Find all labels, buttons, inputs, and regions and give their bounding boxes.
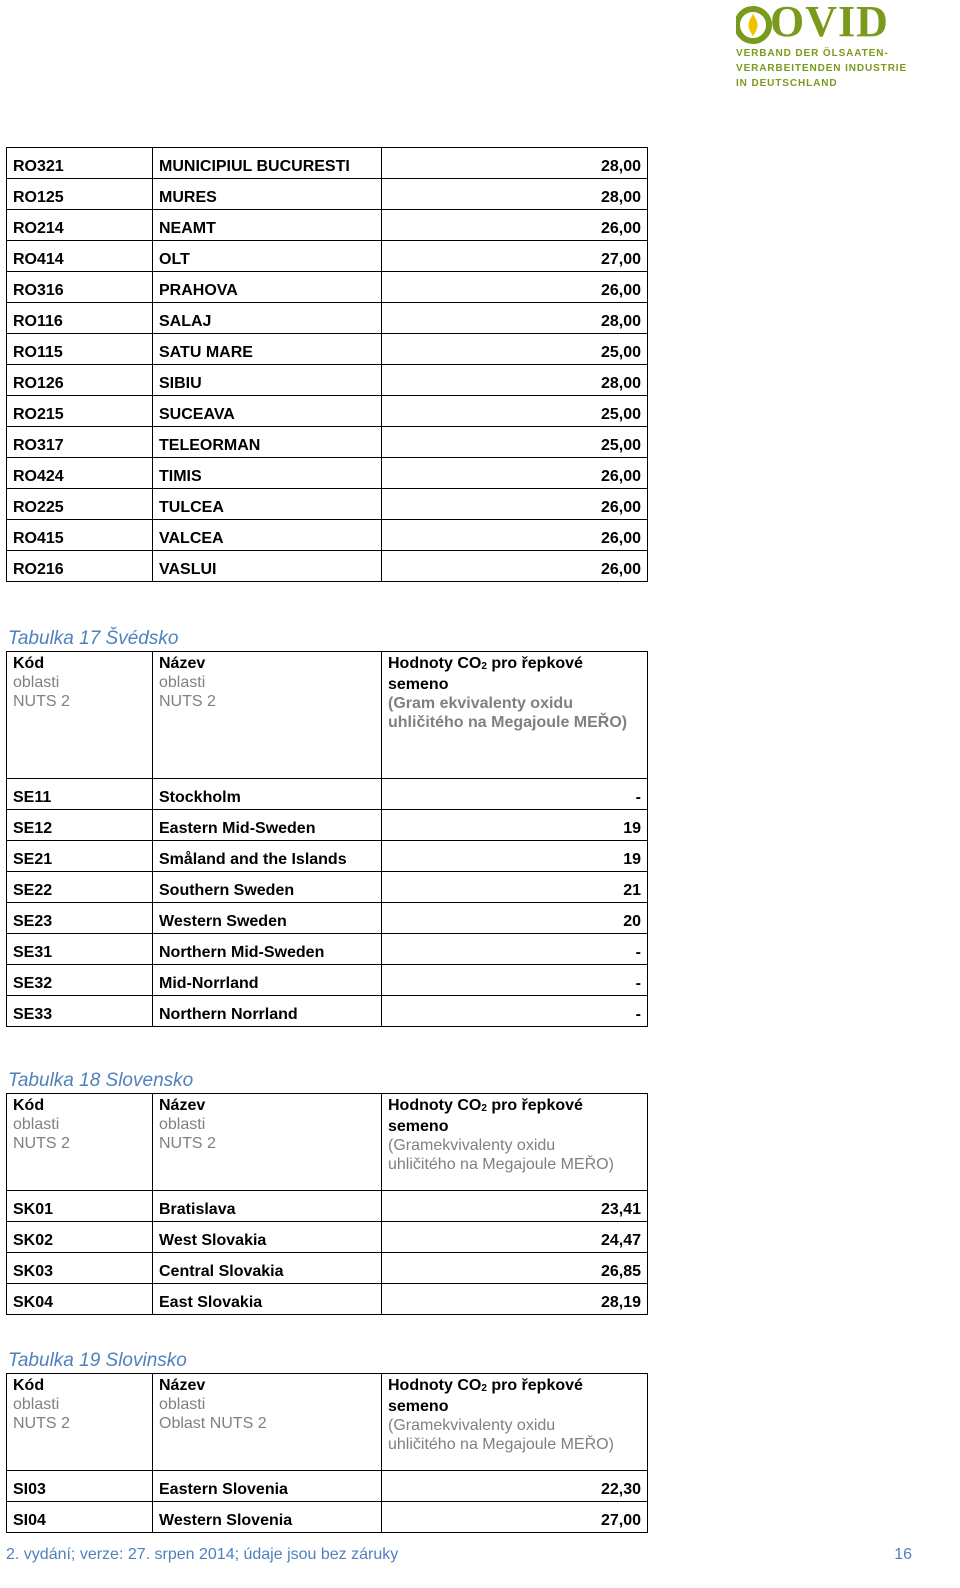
header-label: NUTS 2: [159, 1135, 216, 1152]
cell-value: 28,00: [382, 148, 648, 179]
cell-name: SIBIU: [153, 365, 382, 396]
cell-value: 28,00: [382, 303, 648, 334]
page-footer: [6, 1546, 946, 1564]
cell-code: SE12: [7, 810, 153, 841]
cell-name: OLT: [153, 241, 382, 272]
header-label: uhličitého na Megajoule MEŘO): [388, 714, 628, 731]
cell-name: NEAMT: [153, 210, 382, 241]
table-row: [7, 1471, 648, 1502]
header-label: Kód: [13, 655, 45, 672]
cell-code: SE21: [7, 841, 153, 872]
logo-line: VERARBEITENDEN INDUSTRIE: [736, 63, 908, 74]
table-row: [7, 551, 648, 582]
page-number: 16: [894, 1546, 912, 1563]
cell-code: RO415: [7, 520, 153, 551]
cell-code: RO215: [7, 396, 153, 427]
cell-code: RO225: [7, 489, 153, 520]
table-row: [7, 148, 648, 179]
cell-code: RO216: [7, 551, 153, 582]
cell-name: Stockholm: [153, 779, 382, 810]
cell-code: RO424: [7, 458, 153, 489]
ovid-logo: [736, 2, 956, 102]
table-row: [7, 334, 648, 365]
cell-value: 20: [382, 903, 648, 934]
cell-value: 28,00: [382, 179, 648, 210]
cell-value: -: [382, 965, 648, 996]
cell-code: SE32: [7, 965, 153, 996]
table-header: [7, 1094, 648, 1191]
table-row: [7, 810, 648, 841]
cell-value: -: [382, 779, 648, 810]
cell-code: SK01: [7, 1191, 153, 1222]
table-header: [7, 1374, 648, 1471]
header-label: oblasti: [13, 1396, 60, 1413]
header-label: NUTS 2: [13, 1135, 70, 1152]
cell-value: 19: [382, 841, 648, 872]
cell-value: -: [382, 996, 648, 1027]
cell-code: RO116: [7, 303, 153, 334]
header-label: Název: [159, 655, 206, 672]
header-label: Hodnoty $CO_2$ pro řepkové: [388, 1377, 583, 1394]
cell-value: 27,00: [382, 1502, 648, 1533]
table-row: [7, 1222, 648, 1253]
header-label: (Gramekvivalenty oxidu: [388, 1417, 556, 1434]
header-label: (Gramekvivalenty oxidu: [388, 1137, 556, 1154]
cell-code: SE11: [7, 779, 153, 810]
table-sweden: [6, 651, 648, 1027]
table-row: [7, 841, 648, 872]
cell-name: Northern Norrland: [153, 996, 382, 1027]
header-label: oblasti: [159, 674, 206, 691]
cell-value: 23,41: [382, 1191, 648, 1222]
cell-name: Småland and the Islands: [153, 841, 382, 872]
cell-name: SALAJ: [153, 303, 382, 334]
header-label: (Gram ekvivalenty oxidu: [388, 695, 573, 712]
caption-slovakia: Tabulka 18 Slovensko: [8, 1070, 194, 1091]
cell-code: RO317: [7, 427, 153, 458]
cell-value: 28,00: [382, 365, 648, 396]
cell-value: 26,00: [382, 458, 648, 489]
cell-value: 26,85: [382, 1253, 648, 1284]
cell-name: SUCEAVA: [153, 396, 382, 427]
header-label: semeno: [388, 676, 449, 693]
table-row: [7, 396, 648, 427]
header-label: NUTS 2: [13, 1415, 70, 1432]
cell-name: SATU MARE: [153, 334, 382, 365]
table-row: [7, 272, 648, 303]
cell-code: RO125: [7, 179, 153, 210]
cell-code: SK03: [7, 1253, 153, 1284]
logo-line: IN DEUTSCHLAND: [736, 78, 838, 89]
cell-name: TELEORMAN: [153, 427, 382, 458]
cell-code: SE33: [7, 996, 153, 1027]
table-row: [7, 1253, 648, 1284]
header-label: Oblast NUTS 2: [159, 1415, 267, 1432]
caption-slovenia: Tabulka 19 Slovinsko: [8, 1350, 187, 1371]
table-row: [7, 779, 648, 810]
cell-name: Mid-Norrland: [153, 965, 382, 996]
cell-name: Southern Sweden: [153, 872, 382, 903]
cell-name: Western Slovenia: [153, 1502, 382, 1533]
table-row: [7, 1284, 648, 1315]
table-row: [7, 934, 648, 965]
table-row: [7, 965, 648, 996]
logo-word: OVID: [770, 0, 889, 46]
cell-name: TULCEA: [153, 489, 382, 520]
table-slovenia: [6, 1373, 648, 1533]
header-label: uhličitého na Megajoule MEŘO): [388, 1436, 614, 1453]
logo-line: VERBAND DER ÖLSAATEN-: [736, 48, 889, 59]
cell-name: Eastern Mid-Sweden: [153, 810, 382, 841]
header-label: oblasti: [159, 1116, 206, 1133]
header-label: Hodnoty $CO_2$ pro řepkové: [388, 655, 583, 672]
header-label: Název: [159, 1377, 206, 1394]
cell-code: SK04: [7, 1284, 153, 1315]
cell-name: Bratislava: [153, 1191, 382, 1222]
cell-value: 28,19: [382, 1284, 648, 1315]
table-row: [7, 1191, 648, 1222]
table-row: [7, 1502, 648, 1533]
table-row: [7, 489, 648, 520]
cell-value: 26,00: [382, 210, 648, 241]
header-label: NUTS 2: [159, 693, 216, 710]
cell-name: Central Slovakia: [153, 1253, 382, 1284]
cell-value: 26,00: [382, 489, 648, 520]
table-row: [7, 427, 648, 458]
table-row: [7, 458, 648, 489]
header-label: NUTS 2: [13, 693, 70, 710]
cell-value: 26,00: [382, 520, 648, 551]
header-label: Kód: [13, 1377, 45, 1394]
header-label: oblasti: [159, 1396, 206, 1413]
cell-name: VASLUI: [153, 551, 382, 582]
header-label: Hodnoty $CO_2$ pro řepkové: [388, 1097, 583, 1114]
cell-name: Northern Mid-Sweden: [153, 934, 382, 965]
cell-value: -: [382, 934, 648, 965]
cell-name: West Slovakia: [153, 1222, 382, 1253]
header-label: semeno: [388, 1118, 449, 1135]
cell-value: 25,00: [382, 396, 648, 427]
header-label: Název: [159, 1097, 206, 1114]
cell-value: 25,00: [382, 334, 648, 365]
cell-value: 26,00: [382, 272, 648, 303]
cell-code: RO115: [7, 334, 153, 365]
cell-code: SE23: [7, 903, 153, 934]
logo-tagline: [736, 46, 907, 91]
table-header: [7, 652, 648, 779]
table-row: [7, 872, 648, 903]
cell-code: RO321: [7, 148, 153, 179]
cell-value: 21: [382, 872, 648, 903]
cell-code: RO414: [7, 241, 153, 272]
cell-value: 22,30: [382, 1471, 648, 1502]
cell-name: Western Sweden: [153, 903, 382, 934]
table-row: [7, 996, 648, 1027]
cell-code: SI03: [7, 1471, 153, 1502]
table-romania: [6, 147, 648, 582]
cell-value: 26,00: [382, 551, 648, 582]
cell-name: PRAHOVA: [153, 272, 382, 303]
caption-sweden: Tabulka 17 Švédsko: [8, 628, 179, 649]
cell-value: 19: [382, 810, 648, 841]
table-row: [7, 179, 648, 210]
cell-code: SE22: [7, 872, 153, 903]
header-label: uhličitého na Megajoule MEŘO): [388, 1156, 614, 1173]
table-row: [7, 303, 648, 334]
footer-text: 2. vydání; verze: 27. srpen 2014; údaje jsou bez záruky: [6, 1546, 399, 1563]
cell-code: SE31: [7, 934, 153, 965]
header-label: oblasti: [13, 674, 60, 691]
table-row: [7, 365, 648, 396]
cell-code: RO126: [7, 365, 153, 396]
cell-code: RO214: [7, 210, 153, 241]
cell-code: SK02: [7, 1222, 153, 1253]
cell-name: VALCEA: [153, 520, 382, 551]
cell-code: RO316: [7, 272, 153, 303]
table-row: [7, 903, 648, 934]
table-row: [7, 210, 648, 241]
cell-name: Eastern Slovenia: [153, 1471, 382, 1502]
cell-name: MURES: [153, 179, 382, 210]
cell-name: East Slovakia: [153, 1284, 382, 1315]
header-label: semeno: [388, 1398, 449, 1415]
cell-value: 27,00: [382, 241, 648, 272]
cell-name: TIMIS: [153, 458, 382, 489]
cell-value: 24,47: [382, 1222, 648, 1253]
cell-name: MUNICIPIUL BUCURESTI: [153, 148, 382, 179]
header-label: oblasti: [13, 1116, 60, 1133]
cell-code: SI04: [7, 1502, 153, 1533]
table-slovakia: [6, 1093, 648, 1315]
table-row: [7, 241, 648, 272]
table-row: [7, 520, 648, 551]
cell-value: 25,00: [382, 427, 648, 458]
header-label: Kód: [13, 1097, 45, 1114]
